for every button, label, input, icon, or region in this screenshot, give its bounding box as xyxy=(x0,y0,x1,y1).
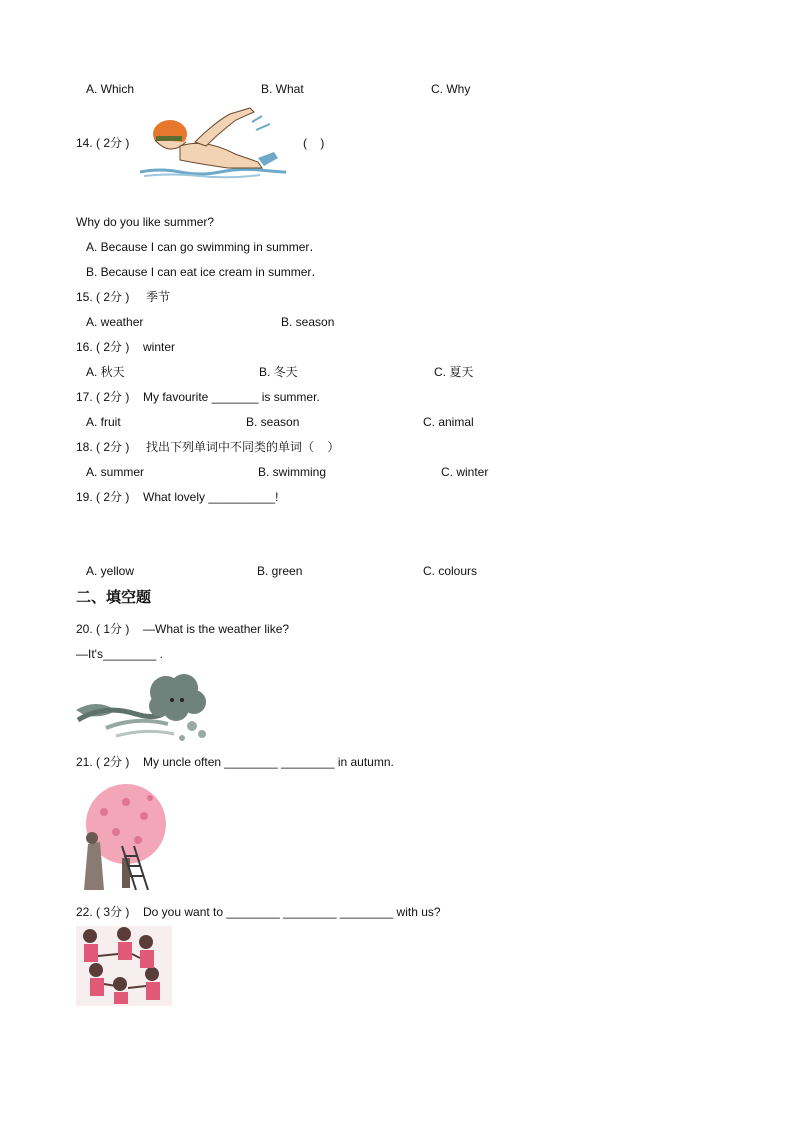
apple-picking-image xyxy=(76,782,168,890)
q14-question: Why do you like summer? xyxy=(76,215,215,229)
q16-option-c: C. 夏天 xyxy=(434,365,474,379)
q15-text: 季节 xyxy=(146,290,171,304)
q21-text: My uncle often ________ ________ in autumn. xyxy=(143,755,394,769)
q16-text: winter xyxy=(143,340,176,354)
q18-score: ( 2分 ) xyxy=(96,440,130,454)
kids-playing-image xyxy=(76,926,172,1006)
q17-option-b: B. season xyxy=(246,415,300,429)
swimmer-image xyxy=(140,102,286,180)
q19-option-b: B. green xyxy=(257,564,303,578)
q19-number: 19. xyxy=(76,490,93,504)
q17-option-a: A. fruit xyxy=(86,415,121,429)
q17-option-c: C. animal xyxy=(423,415,474,429)
q16-option-a: A. 秋天 xyxy=(86,365,125,379)
q21-score: ( 2分 ) xyxy=(96,755,130,769)
q13-option-a: A. Which xyxy=(86,82,135,96)
q18-option-a: A. summer xyxy=(86,465,145,479)
q22-text: Do you want to ________ ________ ________ with us? xyxy=(143,905,441,919)
q22-number: 22. xyxy=(76,905,93,919)
q16-number: 16. xyxy=(76,340,93,354)
q20-answer-line: —It's________ . xyxy=(76,647,164,661)
q15-option-b: B. season xyxy=(281,315,335,329)
q19-option-a: A. yellow xyxy=(86,564,135,578)
q15-score: ( 2分 ) xyxy=(96,290,130,304)
q17-number: 17. xyxy=(76,390,93,404)
q15-number: 15. xyxy=(76,290,93,304)
q19-score: ( 2分 ) xyxy=(96,490,130,504)
q17-score: ( 2分 ) xyxy=(96,390,130,404)
q13-option-b: B. What xyxy=(261,82,304,96)
q19-option-c: C. colours xyxy=(423,564,478,578)
q15-option-a: A. weather xyxy=(86,315,144,329)
q18-option-b: B. swimming xyxy=(258,465,327,479)
q14-option-a: A. Because I can go swimming in summer․ xyxy=(86,240,314,254)
q16-option-b: B. 冬天 xyxy=(259,365,298,379)
q14-option-b: B. Because I can eat ice cream in summer․ xyxy=(86,265,316,279)
q14-answer-blank: ( ) xyxy=(303,136,325,150)
q22-score: ( 3分 ) xyxy=(96,905,130,919)
q16-score: ( 2分 ) xyxy=(96,340,130,354)
q20-text: —What is the weather like? xyxy=(143,622,290,636)
q20-number: 20. xyxy=(76,622,93,636)
q13-option-c: C. Why xyxy=(431,82,471,96)
q14-score: ( 2分 ) xyxy=(96,136,130,150)
q17-text: My favourite _______ is summer. xyxy=(143,390,320,404)
q18-option-c: C. winter xyxy=(441,465,489,479)
q18-text: 找出下列单词中不同类的单词（ ） xyxy=(146,440,340,454)
q14-number: 14. xyxy=(76,136,93,150)
q21-number: 21. xyxy=(76,755,93,769)
windy-cloud-image xyxy=(76,670,210,746)
q19-text: What lovely __________! xyxy=(143,490,279,504)
q18-number: 18. xyxy=(76,440,93,454)
q20-score: ( 1分 ) xyxy=(96,622,130,636)
section-title: 二、填空题 xyxy=(76,589,152,606)
